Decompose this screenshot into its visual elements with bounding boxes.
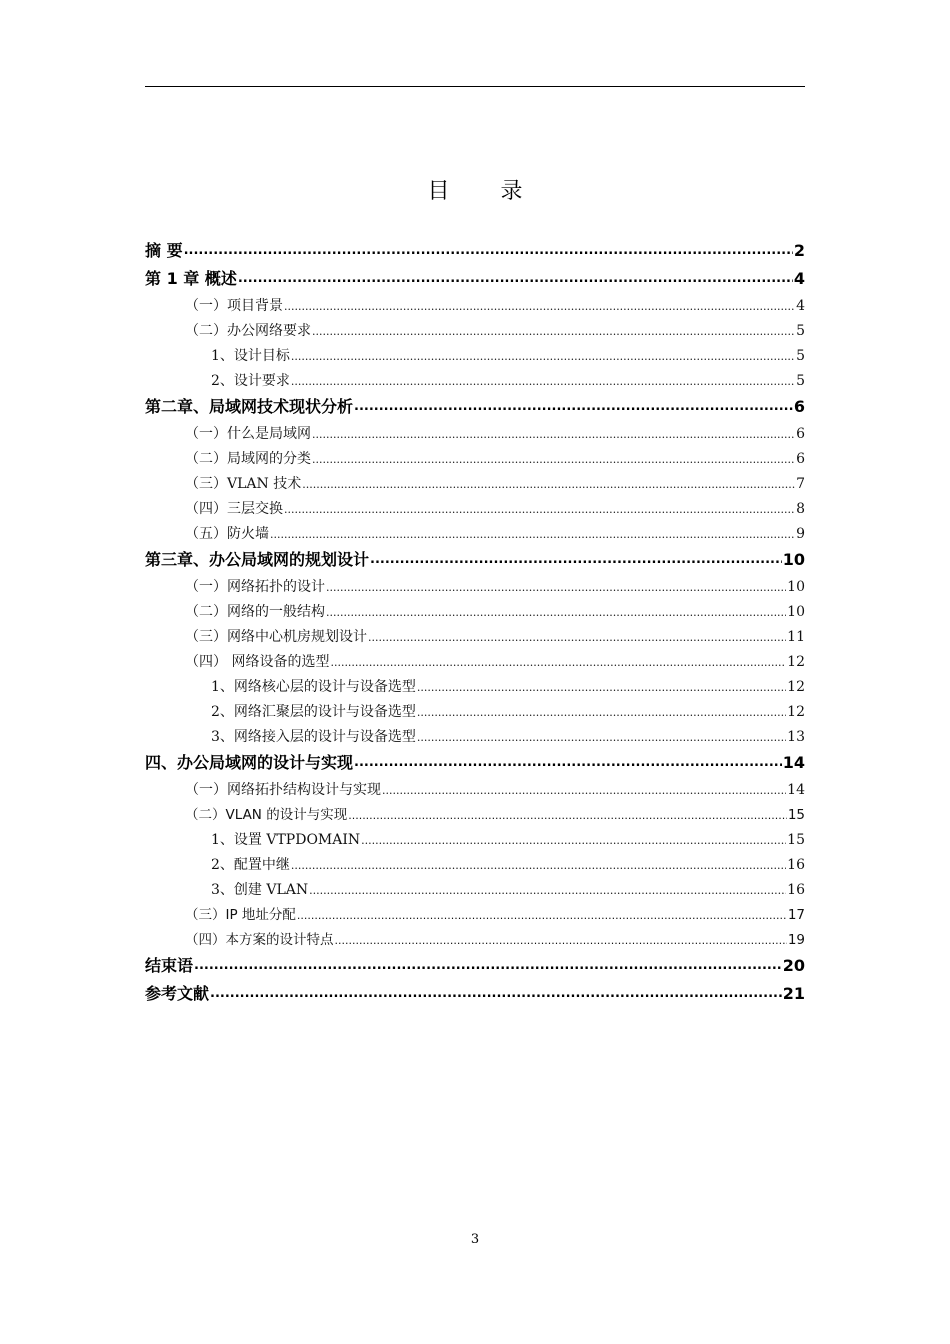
toc-entry-label: （二）VLAN 的设计与实现 [185,807,348,823]
toc-entry[interactable] [145,266,805,291]
toc-entry-label: 1、设置 VTPDOMAIN [211,832,361,848]
toc-entry[interactable] [145,625,805,650]
toc-leader-dots [291,853,786,878]
toc-entry[interactable] [145,878,805,903]
toc-entry-label: （一）项目背景 [185,298,283,314]
toc-leader-dots [330,650,786,675]
toc-entry-page: 21 [782,984,805,1003]
toc-entry-label: （四）本方案的设计特点 [185,932,334,948]
toc-leader-dots [326,575,786,600]
toc-entry-page: 20 [782,956,805,975]
toc-leader-dots [312,447,795,472]
toc-entry-label: 四、办公局域网的设计与实现 [145,753,354,772]
toc-leader-dots [354,392,793,419]
toc-entry[interactable] [145,472,805,497]
toc-entry-page: 15 [787,832,805,848]
toc-entry-page: 14 [782,753,805,772]
toc-entry[interactable] [145,903,805,928]
toc-entry-page: 5 [796,373,805,389]
toc-leader-dots [284,294,795,319]
toc-entry-label: 参考文献 [145,984,210,1003]
toc-entry-page: 7 [796,476,805,492]
toc-entry-label: （五）防火墙 [185,526,269,542]
toc-leader-dots [326,600,786,625]
toc-entry-page: 5 [796,323,805,339]
toc-entry-label: 3、网络接入层的设计与设备选型 [211,729,416,745]
toc-leader-dots [291,369,795,394]
toc-entry-page: 4 [793,269,805,288]
toc-entry[interactable] [145,344,805,369]
toc-entry-label: （三）网络中心机房规划设计 [185,629,367,645]
toc-entry[interactable] [145,522,805,547]
toc-entry[interactable] [145,981,805,1006]
toc-entry[interactable] [145,547,805,572]
toc-entry-page: 16 [787,882,805,898]
toc-entry-page: 16 [787,857,805,873]
toc-entry-page: 12 [787,654,805,670]
toc-entry[interactable] [145,725,805,750]
toc-entry-label: （三）IP 地址分配 [185,907,296,923]
toc-entry-label: （二）局域网的分类 [185,451,311,467]
toc-entry-page: 11 [787,629,805,645]
toc-leader-dots [312,422,795,447]
toc-entry[interactable] [145,853,805,878]
toc-entry[interactable] [145,803,805,828]
table-of-contents [145,238,805,1009]
toc-entry-page: 5 [796,348,805,364]
toc-leader-dots [309,878,786,903]
toc-entry[interactable] [145,447,805,472]
toc-entry[interactable] [145,369,805,394]
toc-entry-page: 10 [787,604,805,620]
toc-leader-dots [354,748,782,775]
toc-entry-label: （四）三层交换 [185,501,283,517]
toc-entry-page: 9 [796,526,805,542]
toc-entry-page: 8 [796,501,805,517]
toc-entry-label: （三）VLAN 技术 [185,476,302,492]
toc-entry-page: 6 [796,451,805,467]
toc-leader-dots [382,778,786,803]
toc-entry[interactable] [145,600,805,625]
toc-leader-dots [417,675,786,700]
toc-entry-label: 2、设计要求 [211,373,290,389]
toc-entry-label: 1、网络核心层的设计与设备选型 [211,679,416,695]
toc-leader-dots [368,625,786,650]
toc-entry[interactable] [145,319,805,344]
toc-entry-label: （一）网络拓扑结构设计与实现 [185,782,381,798]
toc-entry-label: 第三章、办公局域网的规划设计 [145,550,370,569]
toc-leader-dots [238,264,793,291]
page-number: 3 [470,1232,480,1247]
toc-entry-page: 10 [782,550,805,569]
toc-entry-page: 12 [787,704,805,720]
toc-leader-dots [361,828,786,853]
toc-leader-dots [284,497,795,522]
toc-entry[interactable] [145,700,805,725]
toc-entry-page: 13 [787,729,805,745]
toc-entry[interactable] [145,750,805,775]
toc-entry-page: 4 [796,298,805,314]
toc-entry[interactable] [145,294,805,319]
toc-entry-page: 2 [793,241,805,260]
toc-entry[interactable] [145,928,805,953]
toc-entry-label: 2、配置中继 [211,857,290,873]
toc-entry-page: 19 [787,932,805,948]
toc-entry[interactable] [145,675,805,700]
toc-entry[interactable] [145,828,805,853]
toc-entry-page: 15 [787,807,805,823]
toc-entry[interactable] [145,650,805,675]
toc-entry-label: （一）什么是局域网 [185,426,311,442]
toc-leader-dots [302,472,795,497]
header-rule [145,86,805,87]
toc-entry[interactable] [145,575,805,600]
toc-leader-dots [210,979,782,1006]
toc-entry-label: 第 1 章 概述 [145,269,237,288]
toc-leader-dots [184,236,793,263]
toc-entry[interactable] [145,953,805,978]
toc-entry[interactable] [145,238,805,263]
toc-entry-label: （二）网络的一般结构 [185,604,325,620]
toc-entry-label: （一）网络拓扑的设计 [185,579,325,595]
toc-entry-page: 12 [787,679,805,695]
toc-entry-page: 6 [796,426,805,442]
toc-entry-label: 3、创建 VLAN [211,882,309,898]
toc-entry-page: 6 [793,397,805,416]
toc-leader-dots [297,903,787,928]
toc-entry-label: 摘 要 [145,241,183,260]
toc-entry-label: 结束语 [145,956,194,975]
toc-entry-page: 10 [787,579,805,595]
toc-entry-label: 1、设计目标 [211,348,290,364]
toc-leader-dots [417,725,786,750]
toc-leader-dots [335,928,787,953]
toc-entry-label: 第二章、局域网技术现状分析 [145,397,354,416]
toc-entry[interactable] [145,422,805,447]
toc-leader-dots [194,951,782,978]
toc-leader-dots [312,319,795,344]
toc-entry[interactable] [145,497,805,522]
toc-entry-label: （四） 网络设备的选型 [185,654,330,670]
toc-entry[interactable] [145,394,805,419]
toc-leader-dots [370,545,782,572]
toc-leader-dots [270,522,795,547]
toc-entry-label: 2、网络汇聚层的设计与设备选型 [211,704,416,720]
toc-entry-label: （二）办公网络要求 [185,323,311,339]
toc-title: 目 录 [427,179,545,204]
toc-entry[interactable] [145,778,805,803]
toc-leader-dots [348,803,787,828]
toc-leader-dots [417,700,786,725]
toc-entry-page: 14 [787,782,805,798]
toc-entry-page: 17 [787,907,805,923]
toc-leader-dots [291,344,795,369]
